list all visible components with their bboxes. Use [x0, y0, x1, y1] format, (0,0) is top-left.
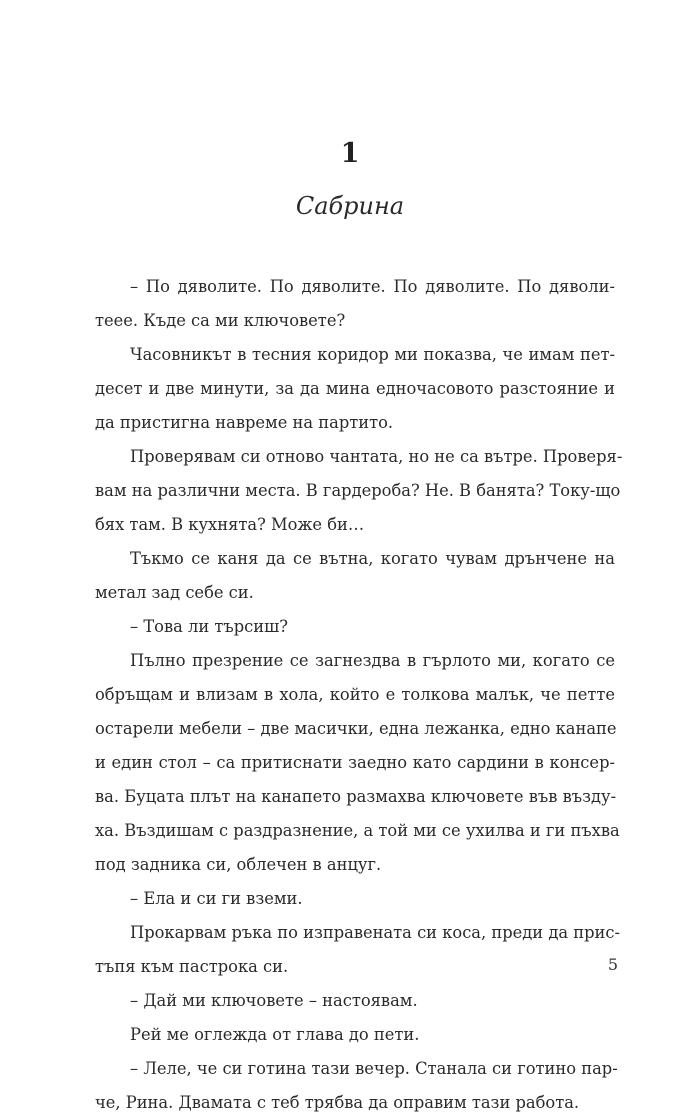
body-text [95, 270, 623, 1120]
text-line: и един стол – са притиснати заедно като сардини в консер- [95, 753, 615, 772]
chapter-number: 1 [340, 138, 360, 169]
text-line: Пълно презрение се загнездва в гърлото ми, когато се [130, 651, 615, 670]
text-line: Прокарвам ръка по изправената си коса, преди да прис- [130, 923, 620, 942]
text-line: остарели мебели – две масички, една лежанка, едно канапе [95, 719, 617, 738]
text-line: Часовникът в тесния коридор ми показва, че имам пет- [130, 345, 615, 364]
text-line: под задника си, облечен в анцуг. [95, 855, 382, 874]
text-line: обръщам и влизам в хола, който е толкова малък, че петте [95, 685, 615, 704]
text-line: Тъкмо се каня да се вътна, когато чувам дрънчене на [130, 549, 615, 568]
text-line: теее. Къде са ми ключовете? [95, 311, 346, 330]
text-line: – Дай ми ключовете – настоявам. [130, 991, 418, 1010]
text-line: Рей ме оглежда от глава до пети. [130, 1025, 420, 1044]
text-line: – Това ли търсиш? [130, 617, 289, 636]
text-line: – Ела и си ги вземи. [130, 889, 303, 908]
page-number: 5 [607, 955, 618, 974]
text-line: ха. Въздишам с раздразнение, а той ми се ухилва и ги пъхва [95, 821, 620, 840]
chapter-title: Сабрина [295, 192, 405, 220]
text-line: десет и две минути, за да мина едночасовото разстояние и [95, 379, 615, 398]
text-line: да пристигна навреме на партито. [95, 413, 394, 432]
text-line: метал зад себе си. [95, 583, 254, 602]
text-line: тъпя към пастрока си. [95, 957, 289, 976]
text-line: вам на различни места. В гардероба? Не. В банята? Току-що [95, 481, 621, 500]
text-line: че, Рина. Двамата с теб трябва да оправим тази работа. [95, 1093, 580, 1112]
text-line: бях там. В кухнята? Може би… [95, 515, 365, 534]
text-line: – По дяволите. По дяволите. По дяволите. По дяволи- [130, 277, 615, 296]
text-line: – Леле, че си готина тази вечер. Станала си готино пар- [130, 1059, 618, 1078]
text-line: ва. Буцата плът на канапето размахва ключовете във възду- [95, 787, 617, 806]
text-line: Проверявам си отново чантата, но не са вътре. Проверя- [130, 447, 623, 466]
